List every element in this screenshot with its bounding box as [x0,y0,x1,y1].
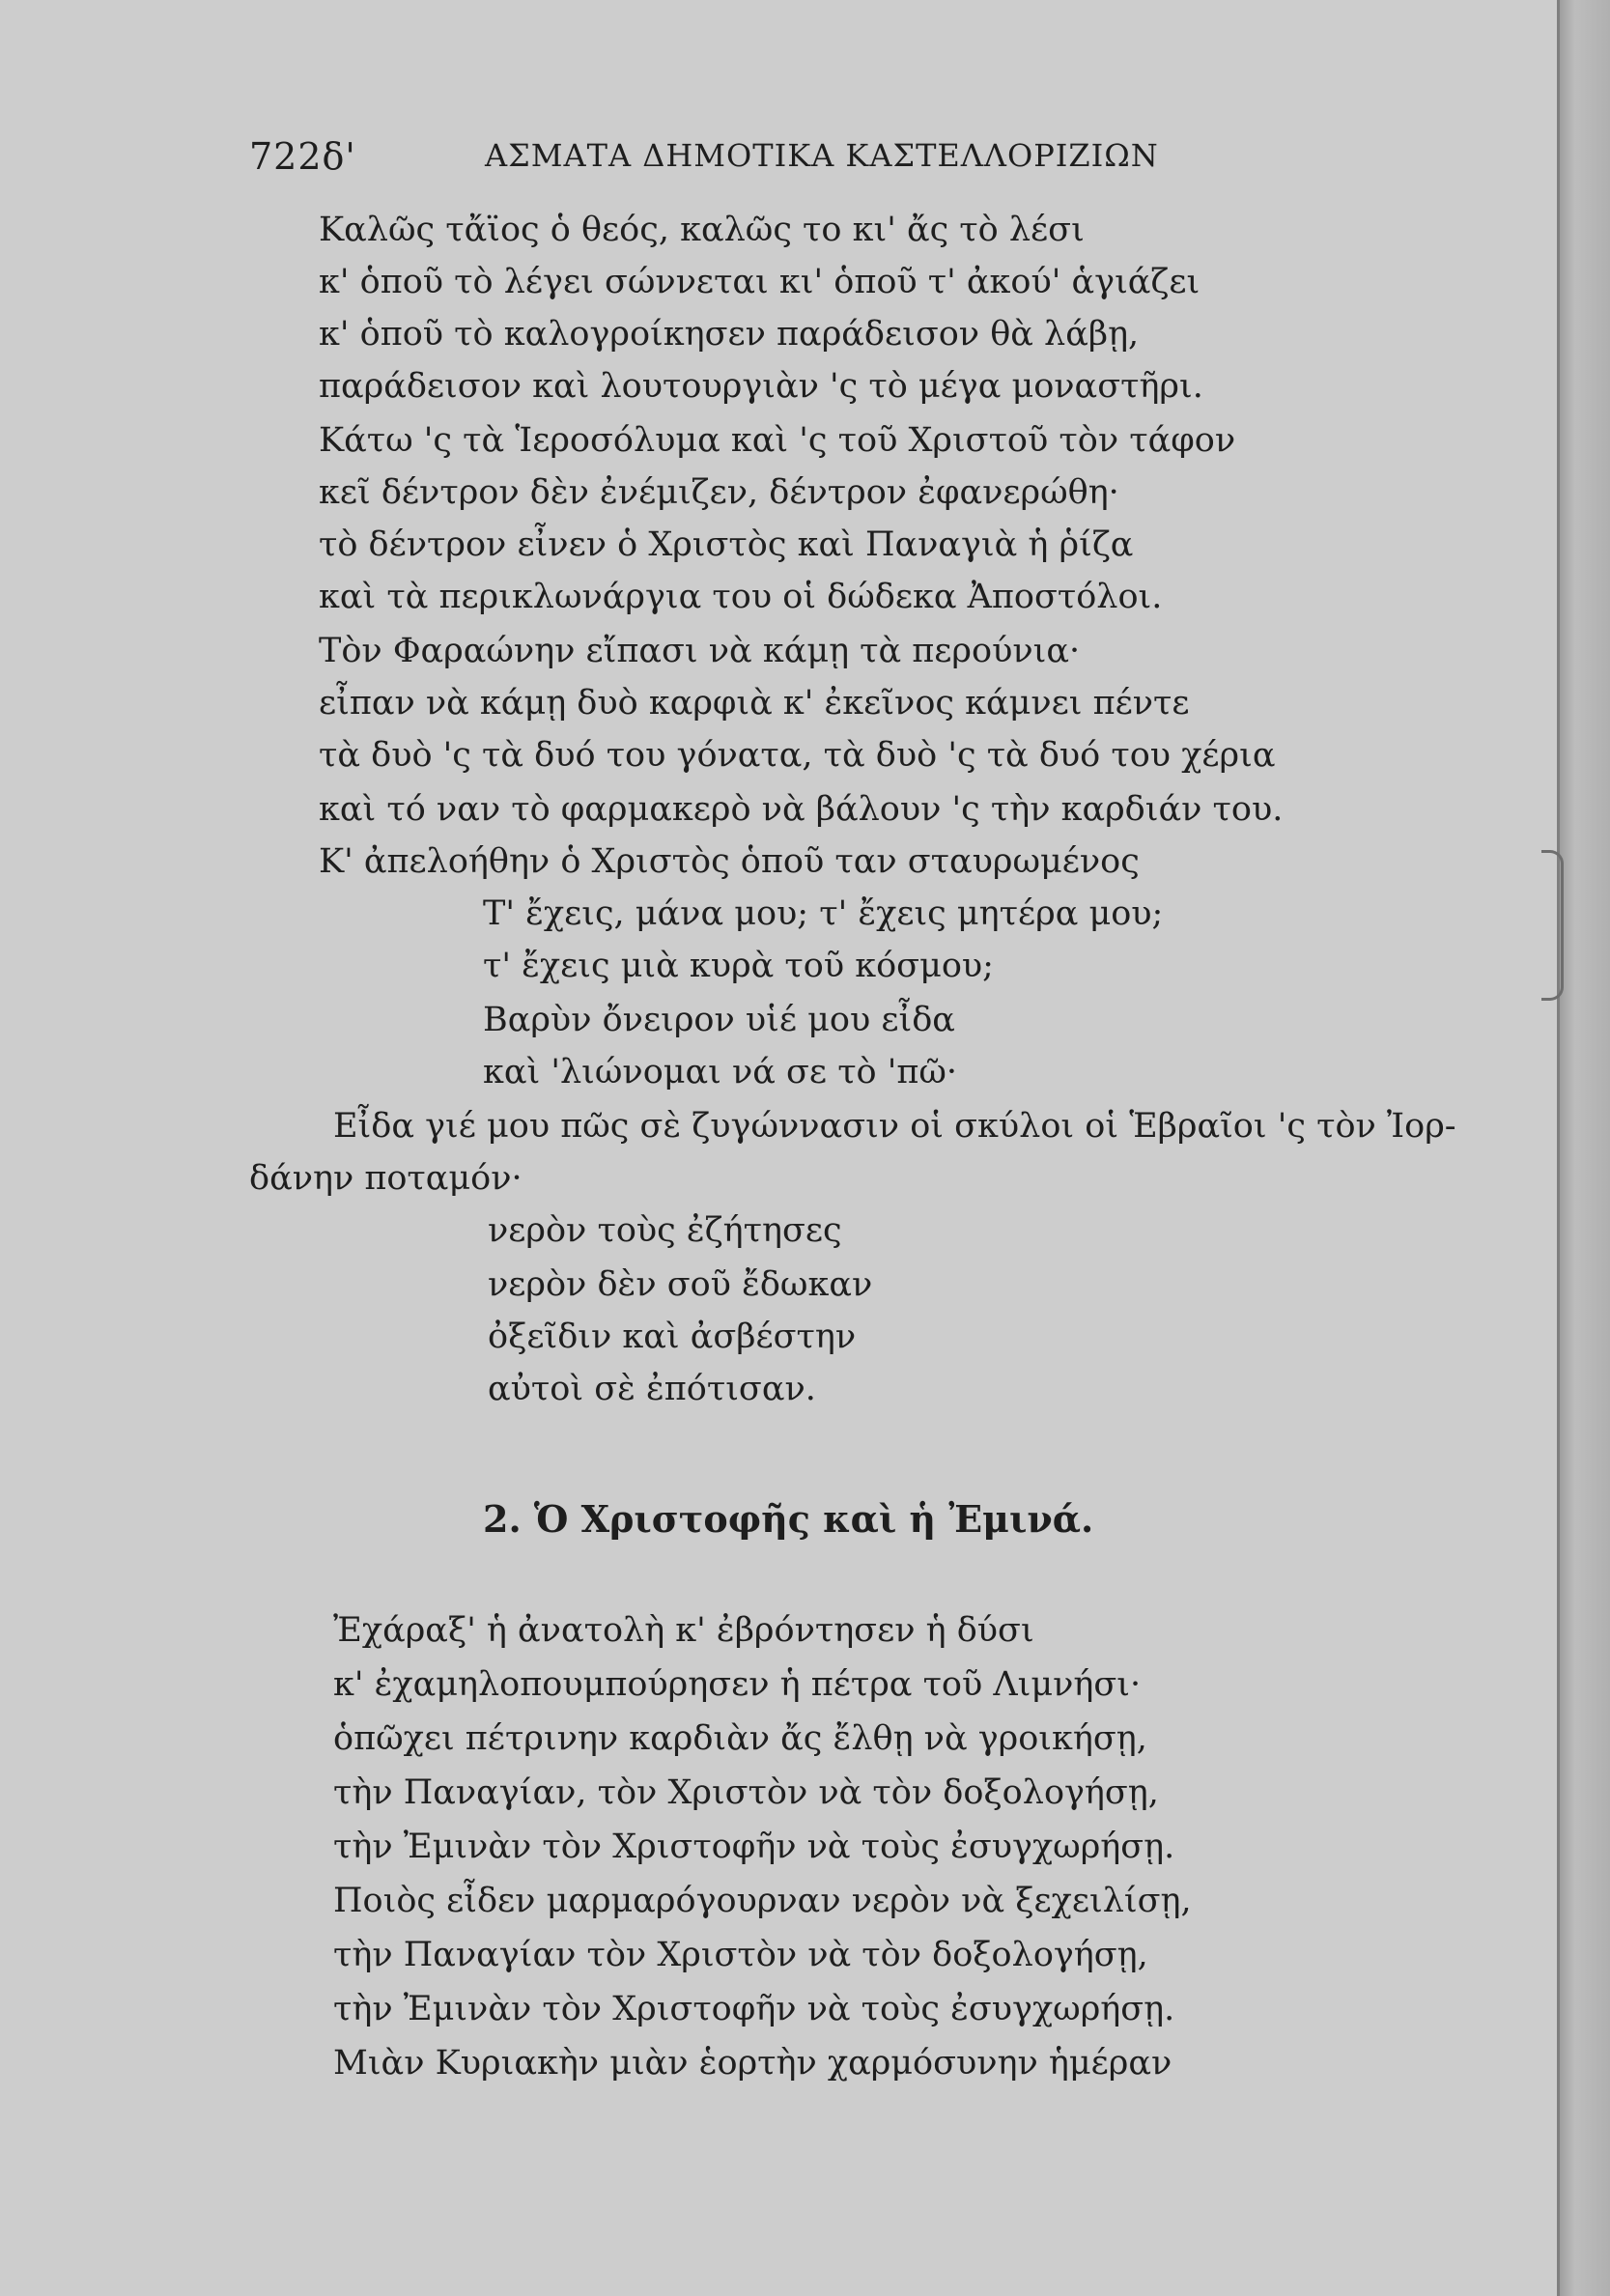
poem-line: καὶ τό ναν τὸ φαρμακερὸ νὰ βάλουν 'ς τὴν καρδιάν του. [319,790,1284,829]
poem-line: Μιὰν Κυριακὴν μιὰν ἑορτὴν χαρμόσυνην ἡμέραν [333,2044,1172,2083]
poem-line: τὰ δυὸ 'ς τὰ δυό του γόνατα, τὰ δυὸ 'ς τὰ δυό του χέρια [319,736,1276,775]
poem-line: Βαρὺν ὄνειρον υἱέ μου εἶδα [483,1001,955,1039]
poem-line: τὴν Παναγίαν, τὸν Χριστὸν νὰ τὸν δοξολογήσῃ, [333,1773,1159,1812]
poem-line: νερὸν δὲν σοῦ ἔδωκαν [488,1265,873,1304]
poem-line: Κάτω 'ς τὰ Ἱεροσόλυμα καὶ 'ς τοῦ Χριστοῦ τὸν τάφον [319,421,1236,460]
poem-line: παράδεισον καὶ λουτουργιὰν 'ς τὸ μέγα μοναστῆρι. [319,367,1203,406]
poem-line: αὐτοὶ σὲ ἐπότισαν. [488,1370,816,1408]
poem-line: κ' ἐχαμηλοπουμπούρησεν ἡ πέτρα τοῦ Λιμνήσι· [333,1665,1142,1704]
poem-line: Τὸν Φαραώνην εἴπασι νὰ κάμῃ τὰ περούνια· [319,632,1081,670]
poem-line: κ' ὁποῦ τὸ καλογροίκησεν παράδεισον θὰ λάβῃ, [319,315,1140,354]
poem-line: Εἶδα γιέ μου πῶς σὲ ζυγώννασιν οἱ σκύλοι οἱ Ἑβραῖοι 'ς τὸν Ἰορ- [333,1107,1456,1146]
poem-line: Τ' ἔχεις, μάνα μου; τ' ἔχεις μητέρα μου; [483,894,1164,933]
poem-line: Κ' ἀπελοήθην ὁ Χριστὸς ὁποῦ ταν σταυρωμένος [319,842,1140,881]
page-number: 722δ' [249,135,356,178]
running-title: ΑΣΜΑΤΑ ΔΗΜΟΤΙΚΑ ΚΑΣΤΕΛΛΟΡΙΖΙΩΝ [485,137,1159,174]
poem-line: τὴν Ἐμινὰν τὸν Χριστοφῆν νὰ τοὺς ἐσυγχωρήσῃ. [333,1990,1175,2028]
poem-line: Καλῶς τἄϊος ὁ θεός, καλῶς το κι' ἄς τὸ λέσι [319,211,1085,249]
poem-line: κεῖ δέντρον δὲν ἐνέμιζεν, δέντρον ἐφανερώθη· [319,473,1119,512]
binding-clip-mark [1541,850,1564,1001]
poem-line: καὶ 'λιώνομαι νά σε τὸ 'πῶ· [483,1053,958,1091]
poem-line: τὴν Παναγίαν τὸν Χριστὸν νὰ τὸν δοξολογήσῃ, [333,1936,1148,1974]
poem-line: κ' ὁποῦ τὸ λέγει σώννεται κι' ὁποῦ τ' ἀκού' ἁγιάζει [319,263,1200,301]
section-heading: 2. Ὁ Χριστοφῆς καὶ ἡ Ἐμινά. [483,1497,1094,1541]
poem-line: δάνην ποταμόν· [249,1159,523,1198]
poem-line: εἶπαν νὰ κάμῃ δυὸ καρφιὰ κ' ἐκεῖνος κάμνει πέντε [319,684,1190,723]
poem-line: Ποιὸς εἶδεν μαρμαρόγουρναν νερὸν νὰ ξεχειλίσῃ, [333,1882,1192,1920]
next-page-edge [1560,0,1610,2296]
poem-line: τ' ἔχεις μιὰ κυρὰ τοῦ κόσμου; [483,947,994,985]
poem-line: ὁπῶχει πέτρινην καρδιὰν ἄς ἔλθῃ νὰ γροικήσῃ, [333,1719,1147,1758]
poem-line: τὴν Ἐμινὰν τὸν Χριστοφῆν νὰ τοὺς ἐσυγχωρήσῃ. [333,1828,1175,1866]
poem-line: τὸ δέντρον εἶνεν ὁ Χριστὸς καὶ Παναγιὰ ἡ ῥίζα [319,525,1134,564]
poem-line: ὀξεῖδιν καὶ ἀσβέστην [488,1318,857,1356]
poem-line: Ἐχάραξ' ἡ ἀνατολὴ κ' ἐβρόντησεν ἡ δύσι [333,1611,1034,1650]
poem-line: καὶ τὰ περικλωνάργια του οἱ δώδεκα Ἀποστόλοι. [319,578,1163,616]
poem-line: νερὸν τοὺς ἐζήτησες [488,1211,842,1250]
page-header [249,135,1176,184]
